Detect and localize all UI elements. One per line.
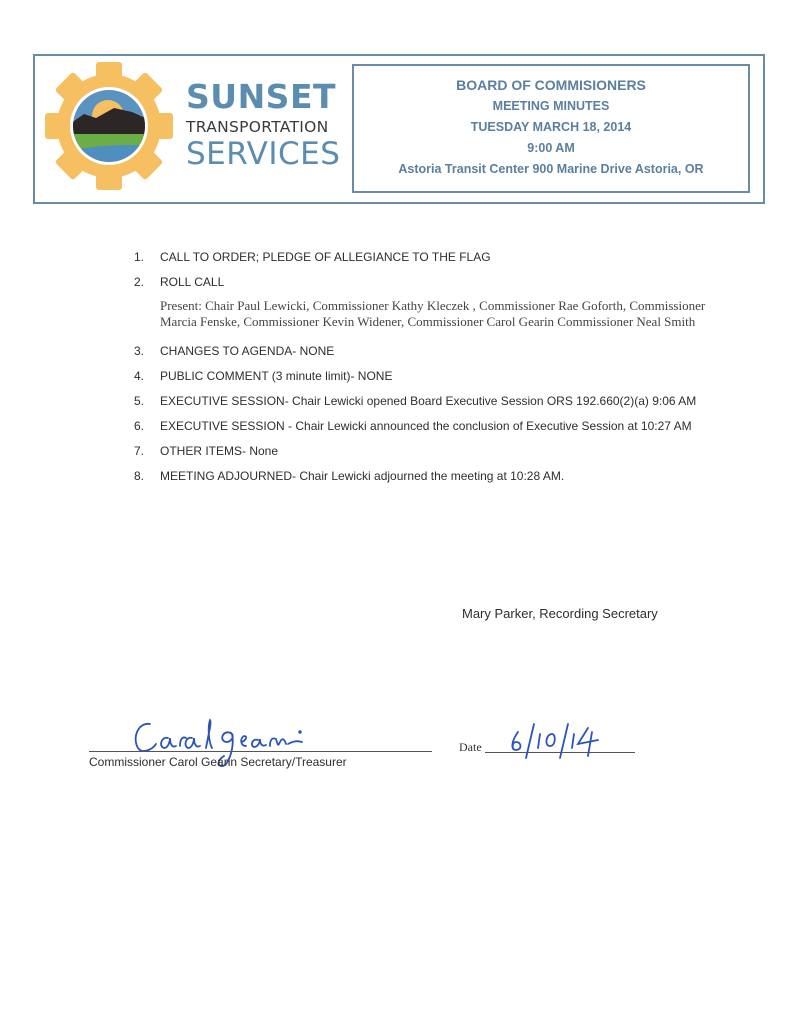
item-text: CALL TO ORDER; PLEDGE OF ALLEGIANCE TO THE FLAG [160, 250, 491, 264]
item-number: 3. [134, 344, 145, 358]
agenda-item [134, 444, 734, 458]
item-number: 5. [134, 394, 145, 408]
item-text: ROLL CALL [160, 275, 225, 289]
brand-wordmark [186, 77, 341, 172]
date-label: Date [459, 740, 482, 754]
handwritten-date [508, 716, 608, 766]
brand-services: SERVICES [186, 136, 341, 172]
board-title: BOARD OF COMMISIONERS [456, 77, 646, 93]
logo-gear-icon [44, 60, 174, 192]
item-number: 2. [134, 275, 145, 289]
item-number: 6. [134, 419, 145, 433]
brand-transportation: TRANSPORTATION [186, 118, 329, 136]
item-number: 4. [134, 369, 145, 383]
item-number: 8. [134, 469, 145, 483]
agenda-item [134, 250, 734, 264]
document-subtitle: MEETING MINUTES [492, 99, 610, 113]
agenda-item [134, 394, 734, 408]
meeting-time: 9:00 AM [527, 141, 575, 155]
item-text: CHANGES TO AGENDA- NONE [160, 344, 335, 358]
agenda-list [134, 250, 734, 494]
recording-secretary: Mary Parker, Recording Secretary [462, 606, 658, 621]
roll-call-present: Present: Chair Paul Lewicki, Commissioner Kathy Kleczek , Commissioner Rae Goforth, Commissioner Marcia Fenske, Commissioner Kevin Widener, Commissioner Carol Gearin Commissioner Neal Smith [160, 298, 706, 329]
item-text: OTHER ITEMS- None [160, 444, 279, 458]
meeting-date: TUESDAY MARCH 18, 2014 [470, 120, 632, 134]
agenda-item [134, 369, 734, 383]
brand-sunset: SUNSET [186, 77, 337, 116]
signer-caption: Commissioner Carol Gearin Secretary/Treasurer [89, 755, 347, 769]
agenda-item [134, 344, 734, 358]
agenda-item [134, 469, 734, 483]
item-text: PUBLIC COMMENT (3 minute limit)- NONE [160, 369, 393, 383]
item-text: EXECUTIVE SESSION - Chair Lewicki announced the conclusion of Executive Session at 10:27 AM [160, 419, 692, 433]
agenda-item [134, 419, 734, 433]
item-number: 1. [134, 250, 145, 264]
item-number: 7. [134, 444, 145, 458]
item-text: MEETING ADJOURNED- Chair Lewicki adjourned the meeting at 10:28 AM. [160, 469, 565, 483]
meeting-info-box [352, 64, 750, 193]
signature-line [89, 751, 432, 752]
agenda-item [134, 275, 734, 289]
item-text: EXECUTIVE SESSION- Chair Lewicki opened Board Executive Session ORS 192.660(2)(a) 9:06 AM [160, 394, 697, 408]
meeting-location: Astoria Transit Center 900 Marine Drive Astoria, OR [398, 162, 704, 176]
